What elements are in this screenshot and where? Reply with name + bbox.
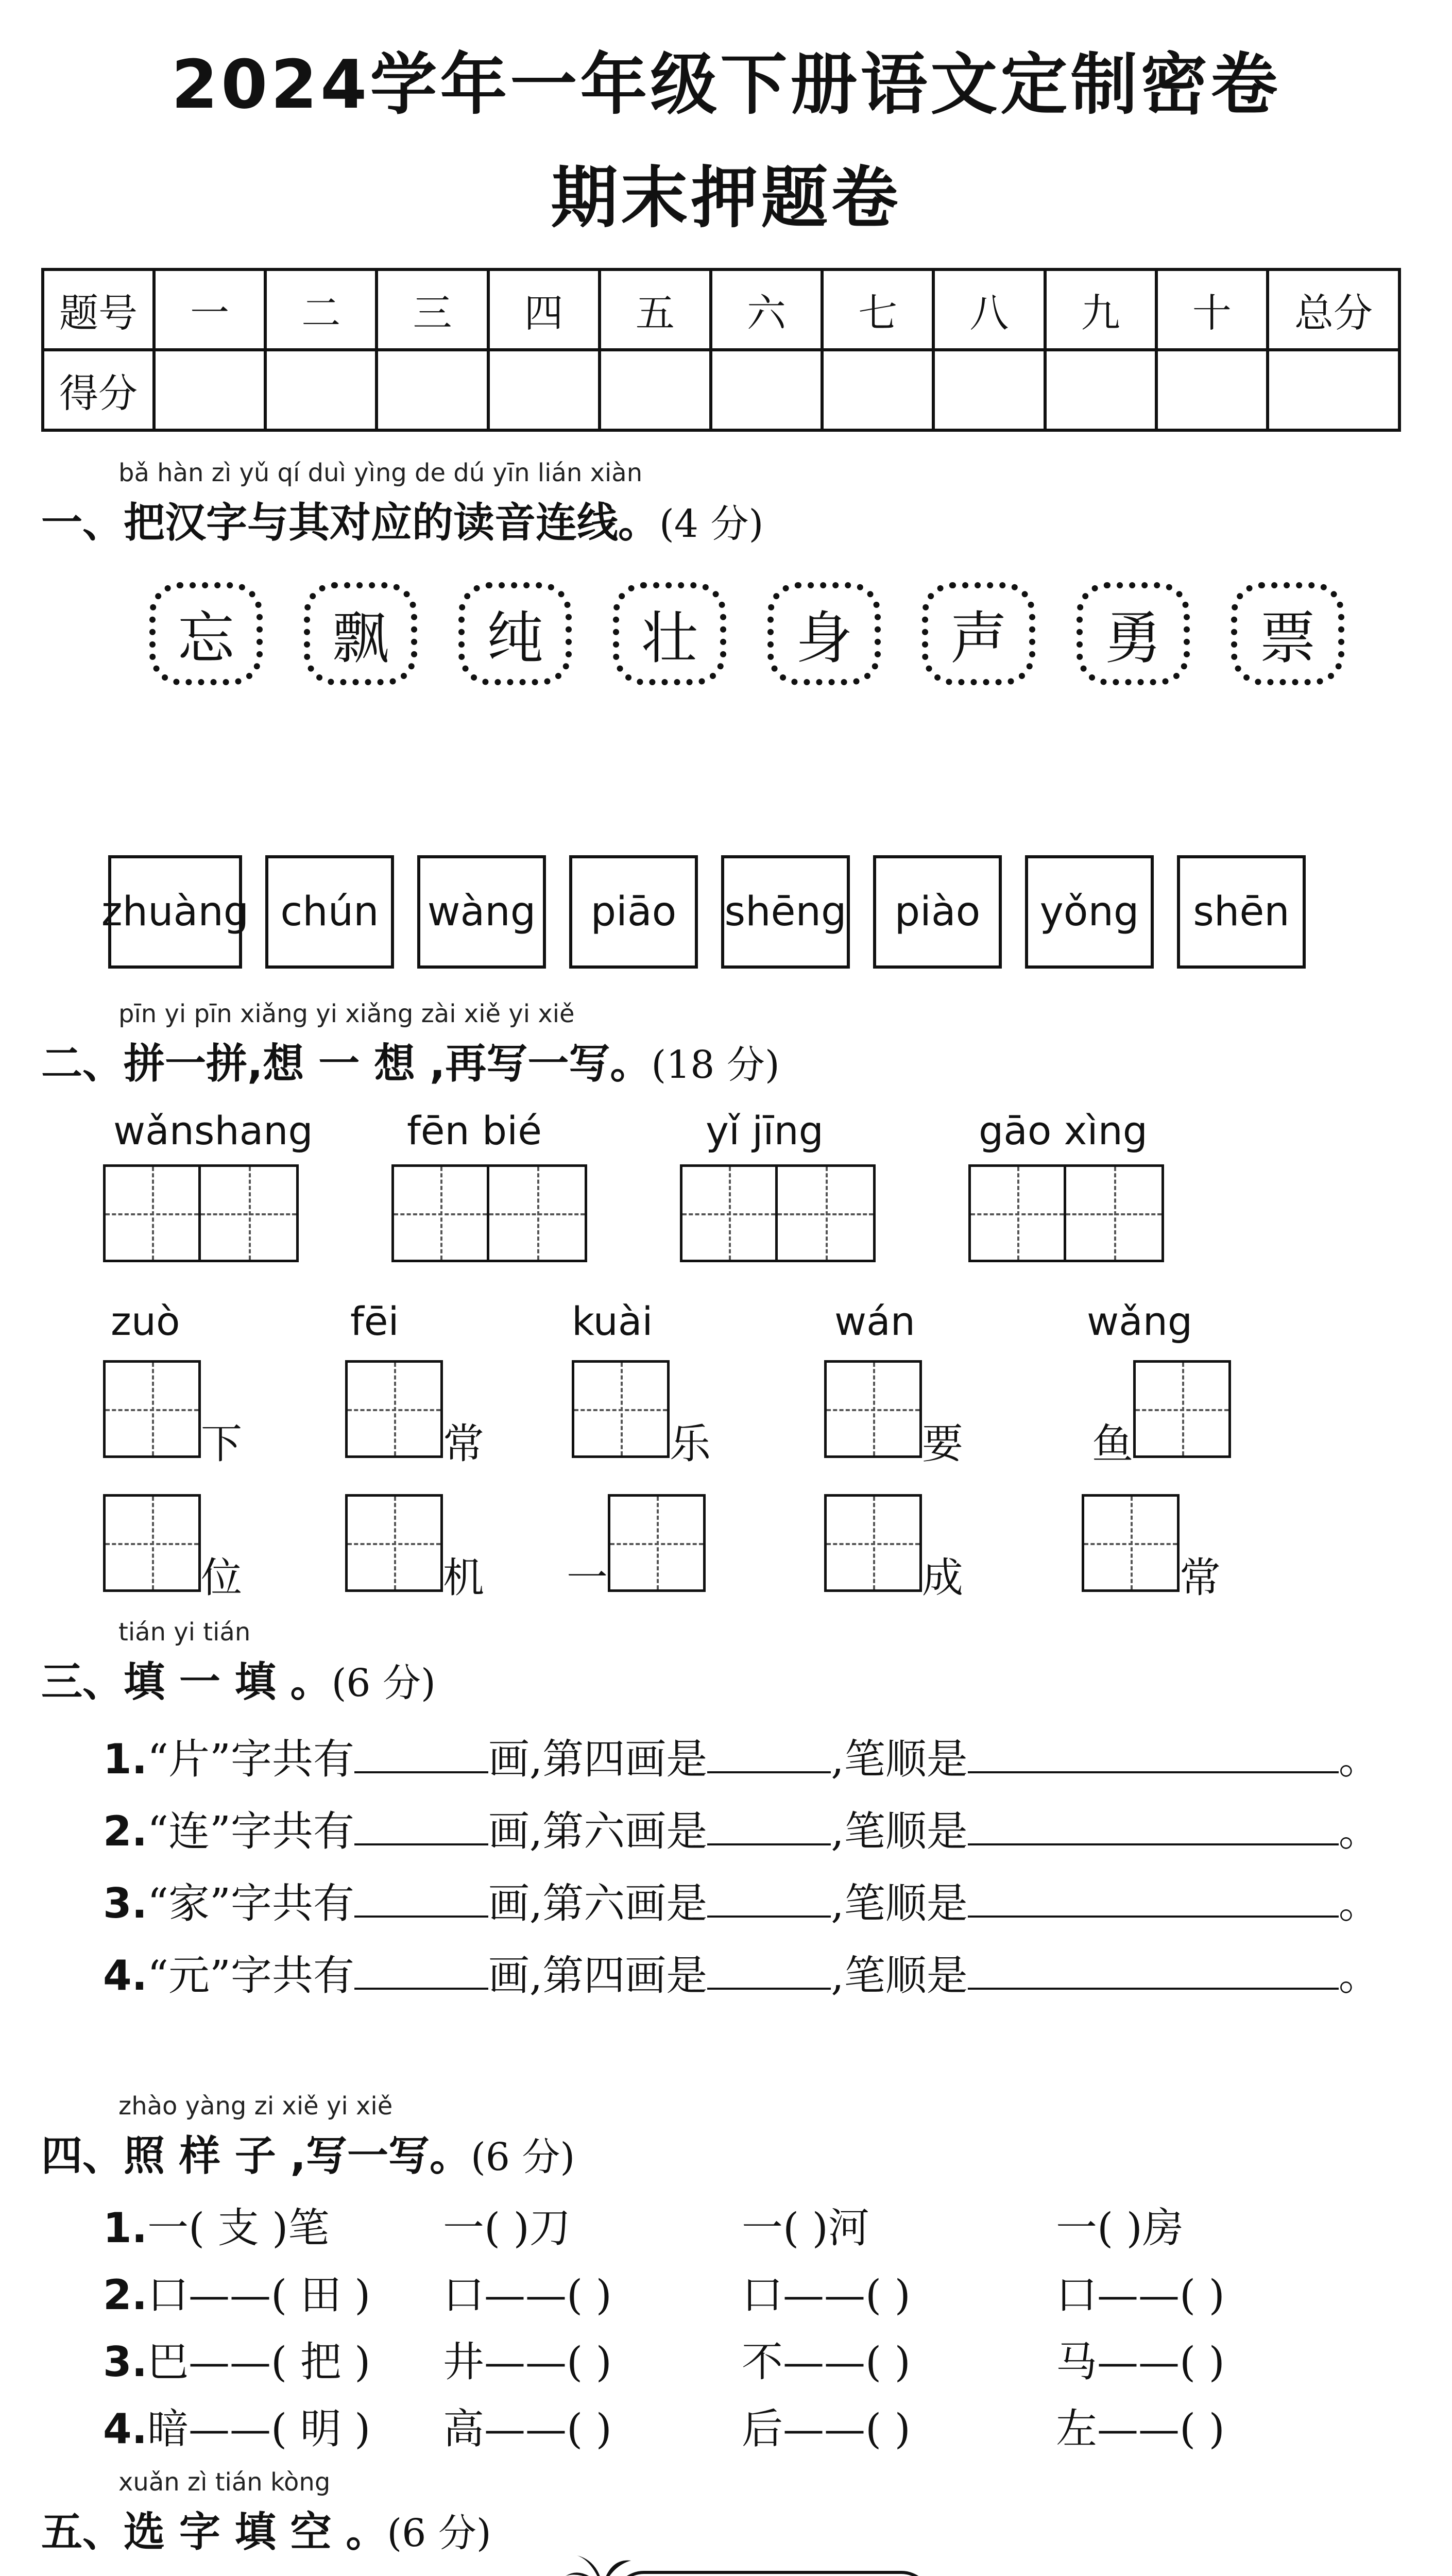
word-writing-grid bbox=[391, 1164, 587, 1262]
fill-cell[interactable]: 一( )房 bbox=[1056, 2204, 1184, 2252]
fill-cell[interactable]: 高——( ) bbox=[443, 2405, 612, 2453]
char-cell-group bbox=[345, 1360, 484, 1470]
s2-heading bbox=[41, 1030, 780, 1090]
score-col-total: 总分 bbox=[1268, 269, 1399, 350]
item-text: “家”字共有 bbox=[147, 1879, 354, 1927]
suffix-char: 机 bbox=[443, 1554, 484, 1602]
example-cell: 口——( 田 ) bbox=[147, 2271, 371, 2319]
writing-cell[interactable] bbox=[103, 1360, 201, 1458]
answer-blank[interactable] bbox=[968, 1768, 1339, 1773]
item-text: “元”字共有 bbox=[147, 1952, 354, 1999]
answer-blank[interactable] bbox=[707, 1985, 831, 1990]
score-cell[interactable] bbox=[933, 350, 1045, 430]
writing-cell[interactable] bbox=[1133, 1360, 1231, 1458]
item-number: 2. bbox=[103, 2271, 148, 2319]
char-box[interactable]: 壮 bbox=[613, 582, 726, 685]
score-col: 五 bbox=[600, 269, 711, 350]
item-number: 1. bbox=[103, 2204, 148, 2252]
score-col: 十 bbox=[1156, 269, 1268, 350]
s4-heading bbox=[41, 2123, 575, 2182]
choice-box bbox=[613, 2571, 932, 2576]
s4-pinyin: zhào yàng zi xiě yi xiě bbox=[118, 2092, 393, 2121]
item-text: “连”字共有 bbox=[147, 1807, 354, 1855]
score-col: 七 bbox=[822, 269, 933, 350]
s3-points: (6 分) bbox=[331, 1661, 436, 1705]
item-text: 。 bbox=[1338, 1879, 1380, 1927]
s1-points: (4 分) bbox=[659, 502, 764, 546]
char-box[interactable]: 身 bbox=[767, 582, 881, 685]
score-table-header-row bbox=[43, 269, 1399, 350]
single-pinyin: wǎng bbox=[1087, 1298, 1193, 1344]
item-text: ,笔顺是 bbox=[831, 1952, 968, 1999]
score-col: 九 bbox=[1045, 269, 1156, 350]
char-box[interactable]: 票 bbox=[1231, 582, 1344, 685]
writing-cell[interactable] bbox=[391, 1164, 489, 1262]
char-cell-group bbox=[567, 1494, 706, 1604]
answer-blank[interactable] bbox=[354, 1985, 488, 1990]
writing-cell[interactable] bbox=[1066, 1164, 1164, 1262]
s4-heading-text: 四、照 样 子 ,写一写。 bbox=[41, 2132, 471, 2180]
char-cell-group bbox=[824, 1360, 963, 1470]
writing-cell[interactable] bbox=[345, 1494, 443, 1592]
example-cell: 巴——( 把 ) bbox=[147, 2338, 371, 2386]
char-box[interactable]: 声 bbox=[922, 582, 1035, 685]
item-text: 画,第六画是 bbox=[488, 1807, 708, 1855]
writing-cell[interactable] bbox=[778, 1164, 876, 1262]
suffix-char: 乐 bbox=[670, 1420, 711, 1468]
char-box[interactable]: 纯 bbox=[458, 582, 572, 685]
s4-points: (6 分) bbox=[470, 2135, 575, 2179]
s4-row bbox=[103, 2396, 370, 2455]
writing-cell[interactable] bbox=[680, 1164, 778, 1262]
score-cell[interactable] bbox=[1268, 350, 1399, 430]
item-text: ,笔顺是 bbox=[831, 1879, 968, 1927]
palm-tree-icon bbox=[561, 2550, 639, 2576]
single-pinyin: zuò bbox=[111, 1298, 180, 1344]
s3-heading bbox=[41, 1649, 436, 1708]
char-cell-group bbox=[103, 1360, 242, 1470]
s3-item bbox=[103, 1798, 1380, 1857]
prefix-char: 鱼 bbox=[1092, 1420, 1133, 1468]
fill-cell[interactable]: 左——( ) bbox=[1056, 2405, 1225, 2453]
answer-blank[interactable] bbox=[707, 1912, 831, 1918]
word-writing-grid bbox=[103, 1164, 299, 1262]
prefix-char: 一 bbox=[567, 1554, 608, 1602]
pinyin-box[interactable]: yǒng bbox=[1025, 855, 1154, 969]
s1-heading bbox=[41, 489, 763, 549]
char-box[interactable]: 忘 bbox=[149, 582, 263, 685]
score-cell[interactable] bbox=[1156, 350, 1268, 430]
item-text: “片”字共有 bbox=[147, 1735, 354, 1783]
score-col: 四 bbox=[488, 269, 600, 350]
writing-cell[interactable] bbox=[608, 1494, 706, 1592]
s3-heading-text: 三、填 一 填 。 bbox=[41, 1658, 332, 1706]
s1-heading-text: 一、把汉字与其对应的读音连线。 bbox=[41, 499, 659, 547]
word-writing-grid bbox=[968, 1164, 1164, 1262]
item-number: 3. bbox=[103, 1879, 148, 1927]
score-col: 六 bbox=[711, 269, 822, 350]
char-cell-group bbox=[824, 1494, 963, 1604]
single-pinyin: kuài bbox=[572, 1298, 653, 1344]
s5-heading bbox=[41, 2499, 491, 2558]
char-cell-group bbox=[1092, 1360, 1231, 1470]
answer-blank[interactable] bbox=[354, 1840, 488, 1845]
score-cell[interactable] bbox=[488, 350, 600, 430]
suffix-char: 要 bbox=[922, 1420, 963, 1468]
writing-cell[interactable] bbox=[345, 1360, 443, 1458]
score-cell[interactable] bbox=[822, 350, 933, 430]
writing-cell[interactable] bbox=[824, 1360, 922, 1458]
suffix-char: 位 bbox=[201, 1554, 242, 1602]
writing-cell[interactable] bbox=[103, 1164, 201, 1262]
answer-blank[interactable] bbox=[968, 1840, 1339, 1845]
word-pinyin: gāo xìng bbox=[979, 1108, 1148, 1154]
pinyin-box[interactable]: chún bbox=[265, 855, 394, 969]
fill-cell[interactable]: 马——( ) bbox=[1056, 2338, 1225, 2386]
s1-pinyin-row bbox=[101, 855, 1306, 969]
item-text: 。 bbox=[1338, 1807, 1380, 1855]
suffix-char: 常 bbox=[1180, 1554, 1221, 1602]
pinyin-box[interactable]: wàng bbox=[417, 855, 546, 969]
answer-blank[interactable] bbox=[354, 1768, 488, 1773]
writing-cell[interactable] bbox=[1082, 1494, 1180, 1592]
score-table-label: 题号 bbox=[43, 269, 154, 350]
word-pinyin: fēn bié bbox=[407, 1108, 542, 1154]
score-cell[interactable] bbox=[711, 350, 822, 430]
pinyin-box[interactable]: shēng bbox=[721, 855, 850, 969]
single-pinyin: fēi bbox=[350, 1298, 399, 1344]
score-table-score-row bbox=[43, 350, 1399, 430]
answer-blank[interactable] bbox=[707, 1768, 831, 1773]
fill-cell[interactable]: 一( )河 bbox=[742, 2204, 869, 2252]
char-cell-group bbox=[572, 1360, 711, 1470]
char-cell-group bbox=[345, 1494, 484, 1604]
item-number: 4. bbox=[103, 1952, 148, 1999]
s5-pinyin: xuǎn zì tián kòng bbox=[118, 2468, 331, 2497]
score-cell[interactable] bbox=[600, 350, 711, 430]
paper-title: 2024学年一年级下册语文定制密卷 bbox=[171, 45, 1281, 124]
score-table bbox=[41, 268, 1401, 432]
item-text: 。 bbox=[1338, 1952, 1380, 1999]
s3-item bbox=[103, 1726, 1380, 1785]
item-text: 画,第四画是 bbox=[488, 1735, 708, 1783]
score-table-label: 得分 bbox=[43, 350, 154, 430]
word-pinyin: wǎnshang bbox=[113, 1108, 313, 1154]
item-text: ,笔顺是 bbox=[831, 1807, 968, 1855]
item-number: 1. bbox=[103, 1735, 148, 1783]
pinyin-box[interactable]: piào bbox=[873, 855, 1002, 969]
item-number: 4. bbox=[103, 2405, 148, 2453]
s1-pinyin: bǎ hàn zì yǔ qí duì yìng de dú yīn lián xiàn bbox=[118, 459, 643, 487]
writing-cell[interactable] bbox=[824, 1494, 922, 1592]
writing-cell[interactable] bbox=[968, 1164, 1066, 1262]
char-box[interactable]: 勇 bbox=[1077, 582, 1190, 685]
score-cell[interactable] bbox=[265, 350, 377, 430]
answer-blank[interactable] bbox=[707, 1840, 831, 1845]
s5-points: (6 分) bbox=[387, 2511, 491, 2555]
char-box[interactable]: 飘 bbox=[304, 582, 417, 685]
writing-cell[interactable] bbox=[201, 1164, 299, 1262]
fill-cell[interactable]: 口——( ) bbox=[443, 2271, 612, 2319]
item-number: 3. bbox=[103, 2338, 148, 2386]
s4-row bbox=[103, 2329, 370, 2388]
writing-cell[interactable] bbox=[489, 1164, 587, 1262]
item-number: 2. bbox=[103, 1807, 148, 1855]
pinyin-box[interactable]: shēn bbox=[1177, 855, 1306, 969]
item-text: 画,第六画是 bbox=[488, 1879, 708, 1927]
writing-cell[interactable] bbox=[572, 1360, 670, 1458]
fill-cell[interactable]: 口——( ) bbox=[1056, 2271, 1225, 2319]
fill-cell[interactable]: 不——( ) bbox=[742, 2338, 911, 2386]
paper-subtitle: 期末押题卷 bbox=[551, 159, 901, 237]
suffix-char: 常 bbox=[443, 1420, 484, 1468]
single-pinyin: wán bbox=[834, 1298, 915, 1344]
char-cell-group bbox=[1082, 1494, 1221, 1604]
score-cell[interactable] bbox=[154, 350, 265, 430]
s3-pinyin: tián yi tián bbox=[118, 1618, 251, 1647]
suffix-char: 成 bbox=[922, 1554, 963, 1602]
score-col: 一 bbox=[154, 269, 265, 350]
s2-heading-text: 二、拼一拼,想 一 想 ,再写一写。 bbox=[41, 1040, 652, 1088]
score-cell[interactable] bbox=[377, 350, 488, 430]
word-pinyin: yǐ jīng bbox=[706, 1108, 824, 1154]
fill-cell[interactable]: 一( )刀 bbox=[443, 2204, 571, 2252]
s3-item bbox=[103, 1942, 1380, 2002]
score-col: 八 bbox=[933, 269, 1045, 350]
fill-cell[interactable]: 口——( ) bbox=[742, 2271, 911, 2319]
word-writing-grid bbox=[680, 1164, 876, 1262]
item-text: 画,第四画是 bbox=[488, 1952, 708, 1999]
s3-item bbox=[103, 1870, 1380, 1929]
fill-cell[interactable]: 井——( ) bbox=[443, 2338, 612, 2386]
answer-blank[interactable] bbox=[968, 1985, 1339, 1990]
suffix-char: 下 bbox=[201, 1420, 242, 1468]
example-cell: 暗——( 明 ) bbox=[147, 2405, 371, 2453]
item-text: 。 bbox=[1338, 1735, 1380, 1783]
s4-row bbox=[103, 2262, 370, 2321]
answer-blank[interactable] bbox=[968, 1912, 1339, 1918]
example-cell: 一( 支 )笔 bbox=[147, 2204, 330, 2252]
score-cell[interactable] bbox=[1045, 350, 1156, 430]
s4-row bbox=[103, 2195, 329, 2254]
s2-points: (18 分) bbox=[651, 1043, 780, 1087]
s1-char-row bbox=[149, 582, 1344, 685]
fill-cell[interactable]: 后——( ) bbox=[742, 2405, 911, 2453]
pinyin-box[interactable]: zhuàng bbox=[108, 855, 242, 969]
answer-blank[interactable] bbox=[354, 1912, 488, 1918]
score-col: 三 bbox=[377, 269, 488, 350]
char-cell-group bbox=[103, 1494, 242, 1604]
item-text: ,笔顺是 bbox=[831, 1735, 968, 1783]
pinyin-box[interactable]: piāo bbox=[569, 855, 698, 969]
score-col: 二 bbox=[265, 269, 377, 350]
writing-cell[interactable] bbox=[103, 1494, 201, 1592]
s5-heading-text: 五、选 字 填 空 。 bbox=[41, 2508, 387, 2556]
s2-pinyin: pīn yi pīn xiǎng yi xiǎng zài xiě yi xiě bbox=[118, 999, 575, 1028]
